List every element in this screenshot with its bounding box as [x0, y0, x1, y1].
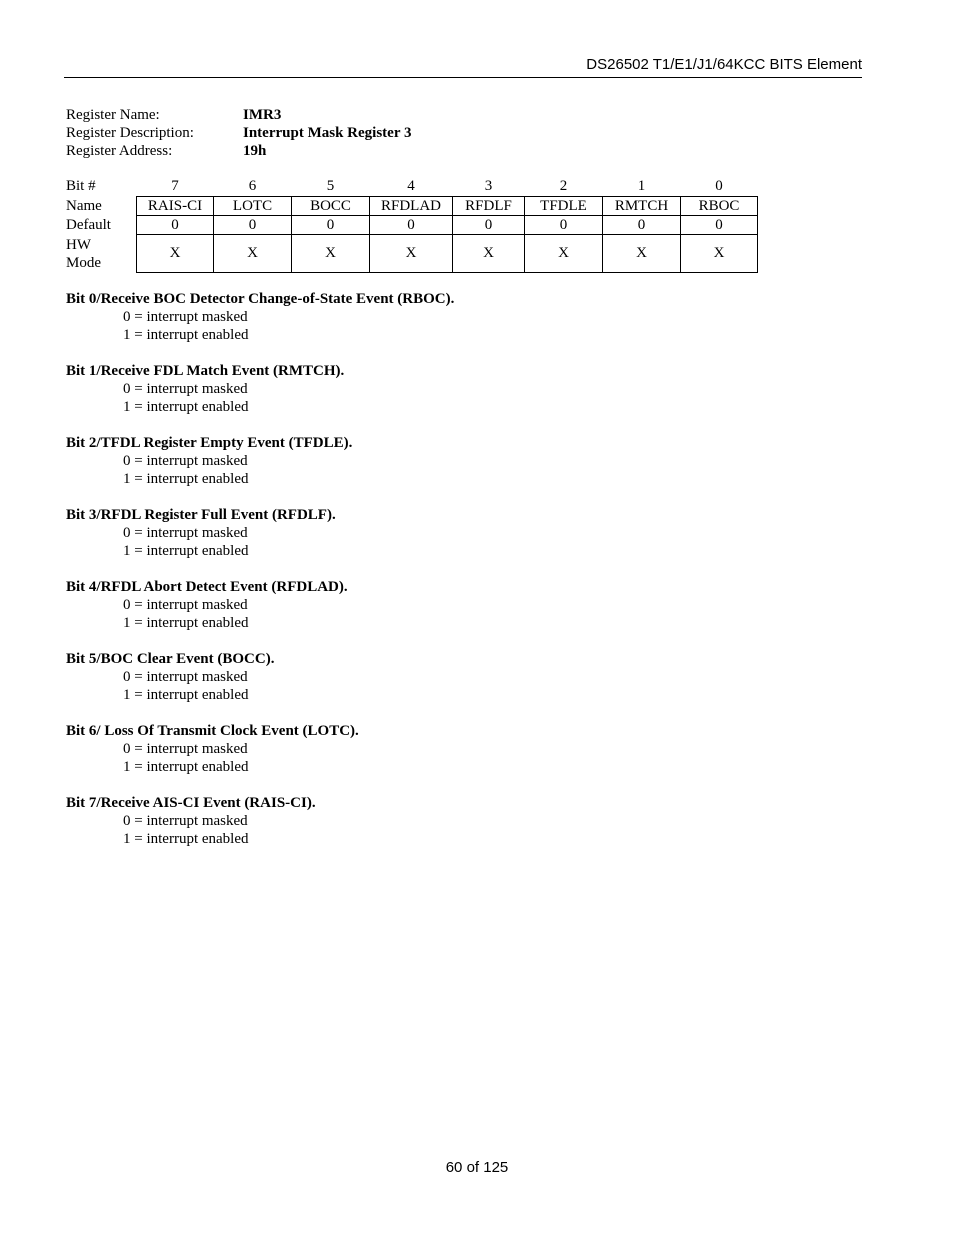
register-address-label: Register Address: — [66, 143, 173, 159]
bit-number: 3 — [484, 178, 493, 194]
bit-default-label: Default — [66, 216, 111, 233]
bit-description-line: 0 = interrupt masked — [123, 669, 248, 685]
bit-hw-mode-row — [64, 235, 758, 273]
bit-hw-mode-cell: X — [681, 235, 758, 273]
bit-number: 2 — [559, 178, 568, 194]
bit-name-cell: BOCC — [292, 197, 370, 216]
bit-number: 7 — [171, 178, 179, 194]
bit-description-title: Bit 4/RFDL Abort Detect Event (RFDLAD). — [66, 579, 348, 595]
bit-description — [66, 434, 826, 488]
bit-number: 5 — [326, 178, 335, 194]
bit-description-line: 0 = interrupt masked — [123, 309, 248, 325]
register-description-row — [66, 124, 411, 142]
bit-number-label: Bit # — [66, 178, 96, 195]
bit-number: 6 — [248, 178, 257, 194]
bit-name-cell: RAIS-CI — [137, 197, 214, 216]
bit-number-row — [64, 177, 758, 197]
bit-description — [66, 506, 826, 560]
bit-table — [64, 177, 758, 273]
bit-hw-mode-cell: X — [453, 235, 525, 273]
bit-hw-mode-cell: X — [525, 235, 603, 273]
bit-description — [66, 794, 826, 848]
bit-default-cell: 0 — [525, 216, 603, 235]
bit-description — [66, 578, 826, 632]
bit-hw-mode-cell: X — [137, 235, 214, 273]
hw-mode-label-line1: HW — [66, 236, 91, 253]
bit-description-title: Bit 2/TFDL Register Empty Event (TFDLE). — [66, 435, 353, 451]
bit-hw-mode-cell: X — [370, 235, 453, 273]
bit-default-cell: 0 — [453, 216, 525, 235]
bit-default-cell: 0 — [214, 216, 292, 235]
bit-hw-mode-cell: X — [603, 235, 681, 273]
bit-name-cell: RBOC — [681, 197, 758, 216]
register-info — [66, 106, 411, 160]
register-address-row — [66, 142, 411, 160]
bit-description-line: 1 = interrupt enabled — [123, 615, 249, 631]
bit-description-line: 1 = interrupt enabled — [123, 831, 249, 847]
bit-description-title: Bit 5/BOC Clear Event (BOCC). — [66, 651, 275, 667]
bit-number: 0 — [715, 178, 723, 194]
bit-description — [66, 290, 826, 344]
bit-name-label: Name — [66, 197, 102, 214]
bit-name-row — [64, 197, 758, 216]
register-description-value: Interrupt Mask Register 3 — [243, 125, 412, 141]
bit-description-line: 1 = interrupt enabled — [123, 399, 249, 415]
bit-hw-mode-cell: X — [214, 235, 292, 273]
register-name-value: IMR3 — [243, 107, 282, 123]
bit-hw-mode-cell: X — [292, 235, 370, 273]
bit-default-cell: 0 — [292, 216, 370, 235]
bit-description-line: 1 = interrupt enabled — [123, 471, 249, 487]
bit-default-cell: 0 — [603, 216, 681, 235]
register-address-value: 19h — [243, 143, 267, 159]
bit-name-cell: RFDLAD — [370, 197, 453, 216]
bit-description-title: Bit 7/Receive AIS-CI Event (RAIS-CI). — [66, 795, 316, 811]
bit-default-cell: 0 — [370, 216, 453, 235]
bit-description — [66, 362, 826, 416]
bit-description-line: 1 = interrupt enabled — [123, 687, 249, 703]
bit-number: 1 — [637, 178, 646, 194]
bit-description-title: Bit 0/Receive BOC Detector Change-of-State Event (RBOC). — [66, 291, 455, 307]
bit-description-line: 0 = interrupt masked — [123, 525, 248, 541]
bit-description-line: 0 = interrupt masked — [123, 741, 248, 757]
page-number: 60 of 125 — [445, 1159, 509, 1176]
bit-default-cell: 0 — [137, 216, 214, 235]
document-title: DS26502 T1/E1/J1/64KCC BITS Element — [586, 56, 862, 73]
bit-default-cell: 0 — [681, 216, 758, 235]
bit-description — [66, 722, 826, 776]
bit-description-line: 1 = interrupt enabled — [123, 543, 249, 559]
bit-name-cell: RMTCH — [603, 197, 681, 216]
bit-name-cell: RFDLF — [453, 197, 525, 216]
bit-description-line: 1 = interrupt enabled — [123, 327, 249, 343]
bit-description-line: 1 = interrupt enabled — [123, 759, 249, 775]
bit-description-line: 0 = interrupt masked — [123, 381, 248, 397]
bit-descriptions — [66, 290, 826, 866]
bit-description-title: Bit 6/ Loss Of Transmit Clock Event (LOTC). — [66, 723, 359, 739]
bit-description-title: Bit 1/Receive FDL Match Event (RMTCH). — [66, 363, 345, 379]
register-name-row — [66, 106, 411, 124]
register-description-label: Register Description: — [66, 125, 194, 141]
bit-name-cell: LOTC — [214, 197, 292, 216]
bit-description-line: 0 = interrupt masked — [123, 813, 248, 829]
bit-description-line: 0 = interrupt masked — [123, 453, 248, 469]
hw-mode-label-line2: Mode — [66, 254, 101, 271]
bit-number: 4 — [407, 178, 415, 194]
register-name-label: Register Name: — [66, 107, 160, 123]
bit-description — [66, 650, 826, 704]
bit-name-cell: TFDLE — [525, 197, 603, 216]
bit-default-row — [64, 216, 758, 235]
bit-description-title: Bit 3/RFDL Register Full Event (RFDLF). — [66, 507, 336, 523]
hw-mode-label — [64, 235, 137, 273]
bit-description-line: 0 = interrupt masked — [123, 597, 248, 613]
page-header — [64, 55, 862, 78]
